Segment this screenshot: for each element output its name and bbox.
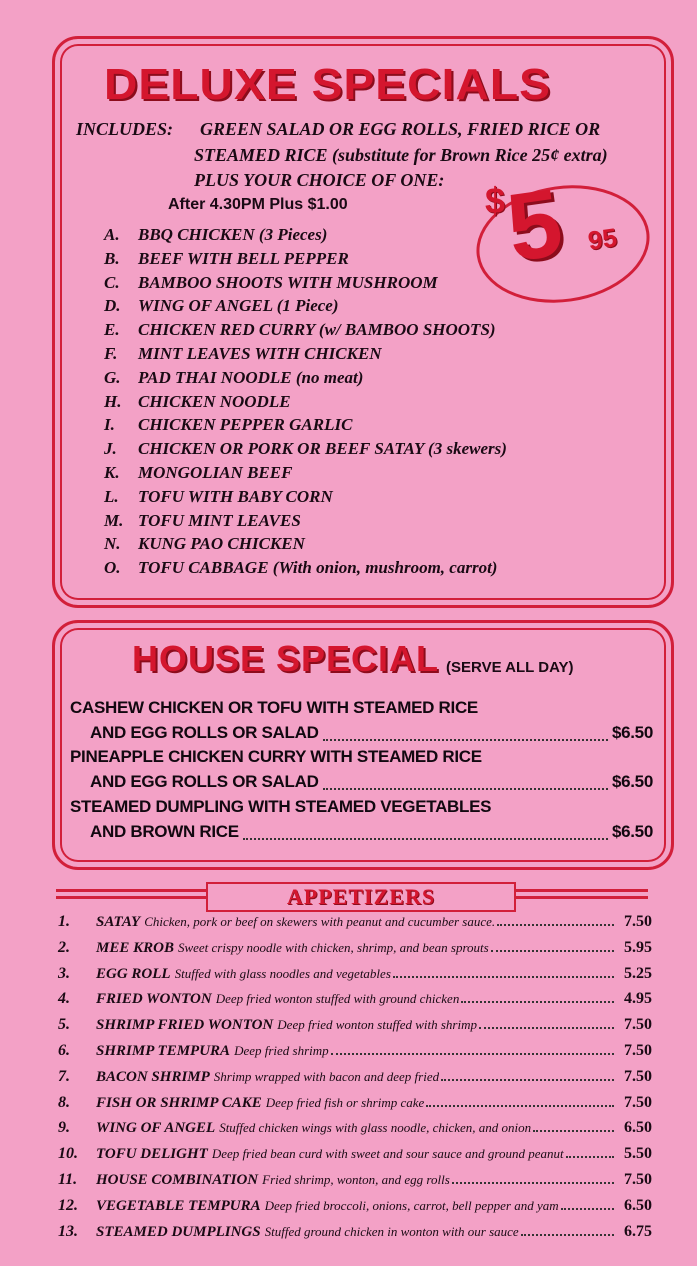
item-price: 7.50 <box>624 1170 652 1188</box>
list-item <box>104 439 507 463</box>
house-item-line2: AND BROWN RICE <box>90 822 239 841</box>
item-letter: C. <box>104 272 120 292</box>
house-special-subtitle: (SERVE ALL DAY) <box>446 659 574 676</box>
item-price: 7.50 <box>624 1093 652 1111</box>
item-name: BEEF WITH BELL PEPPER <box>138 248 349 268</box>
item-name: CHICKEN NOODLE <box>138 391 291 411</box>
house-item-line1: PINEAPPLE CHICKEN CURRY WITH STEAMED RICE <box>70 747 482 766</box>
house-item <box>70 747 653 797</box>
list-item <box>104 415 507 439</box>
appetizers-list <box>58 913 652 1248</box>
item-name: BAMBOO SHOOTS WITH MUSHROOM <box>138 272 438 292</box>
item-price: 6.50 <box>624 1196 652 1214</box>
list-item <box>58 1171 652 1197</box>
item-name: WING OF ANGEL (1 Piece) <box>138 296 339 316</box>
includes-line-2: STEAMED RICE (substitute for Brown Rice 25¢ extra) <box>194 145 608 165</box>
item-price: 7.50 <box>624 1067 652 1085</box>
item-letter: I. <box>104 415 115 435</box>
item-description: Deep fried wonton stuffed with ground chicken <box>215 991 460 1007</box>
item-name: PAD THAI NOODLE (no meat) <box>138 367 364 387</box>
item-letter: N. <box>104 534 121 554</box>
item-number: 12. <box>58 1196 78 1214</box>
item-price: 6.75 <box>624 1222 652 1240</box>
item-number: 8. <box>58 1093 70 1111</box>
house-item <box>70 797 653 847</box>
item-letter: H. <box>104 391 122 411</box>
item-name: MONGOLIAN BEEF <box>138 462 293 482</box>
list-item <box>58 939 652 965</box>
item-price: 5.25 <box>624 964 652 982</box>
house-item-line2: AND EGG ROLLS OR SALAD <box>90 723 319 742</box>
list-item <box>104 344 507 368</box>
item-name: CHICKEN RED CURRY (w/ BAMBOO SHOOTS) <box>138 320 496 340</box>
list-item <box>58 1016 652 1042</box>
list-item <box>104 558 507 582</box>
item-description: Deep fried wonton stuffed with shrimp <box>277 1017 477 1033</box>
item-name: TOFU WITH BABY CORN <box>138 486 333 506</box>
item-letter: L. <box>104 486 119 506</box>
item-letter: E. <box>104 320 120 340</box>
item-name: MEE KROB <box>96 939 174 956</box>
house-item-price: $6.50 <box>611 723 653 742</box>
item-name: SHRIMP TEMPURA <box>96 1042 231 1059</box>
after-hours-note: After 4.30PM Plus $1.00 <box>168 196 348 213</box>
item-name: SATAY <box>96 914 141 930</box>
item-name: KUNG PAO CHICKEN <box>138 534 305 554</box>
price-dollar-sign: $ <box>485 180 506 221</box>
divider-stripe-left <box>56 889 206 899</box>
house-item-line1: STEAMED DUMPLING WITH STEAMED VEGETABLES <box>70 797 492 816</box>
item-description: Deep fried fish or shrimp cake <box>265 1094 425 1110</box>
item-letter: A. <box>104 225 120 244</box>
list-item <box>104 273 507 297</box>
list-item <box>58 990 652 1016</box>
item-name: TOFU CABBAGE (With onion, mushroom, carrot) <box>138 558 498 578</box>
appetizers-title-box <box>206 882 516 912</box>
item-name: TOFU MINT LEAVES <box>138 510 301 530</box>
item-price: 7.50 <box>624 913 652 930</box>
list-item <box>58 1119 652 1145</box>
item-number: 3. <box>58 964 70 982</box>
house-item-line2: AND EGG ROLLS OR SALAD <box>90 772 319 791</box>
house-item-price: $6.50 <box>611 822 653 841</box>
item-letter: K. <box>104 462 120 482</box>
item-number: 6. <box>58 1041 70 1059</box>
item-number: 5. <box>58 1016 70 1034</box>
includes-line-1: GREEN SALAD OR EGG ROLLS, FRIED RICE OR <box>200 119 601 139</box>
price-dollars: 5 <box>500 168 569 283</box>
item-number: 13. <box>58 1222 78 1240</box>
item-name: BBQ CHICKEN (3 Pieces) <box>138 225 328 244</box>
list-item <box>58 1068 652 1094</box>
deluxe-items-list <box>104 225 507 582</box>
item-name: BACON SHRIMP <box>96 1068 210 1085</box>
item-description: Chicken, pork or beef on skewers with peanut and cucumber sauce. <box>144 914 496 929</box>
list-item <box>104 296 507 320</box>
item-price: 5.50 <box>624 1145 652 1163</box>
list-item <box>104 511 507 535</box>
item-name: TOFU DELIGHT <box>96 1146 208 1163</box>
item-name: FISH OR SHRIMP CAKE <box>96 1094 262 1111</box>
item-letter: J. <box>104 439 117 459</box>
item-name: SHRIMP FRIED WONTON <box>96 1017 274 1034</box>
item-number: 7. <box>58 1067 70 1085</box>
includes-line-3: PLUS YOUR CHOICE OF ONE: <box>194 170 445 190</box>
list-item <box>104 249 507 273</box>
item-description: Deep fried broccoli, onions, carrot, bell pepper and yam <box>264 1197 559 1213</box>
item-name: FRIED WONTON <box>96 991 212 1008</box>
item-description: Stuffed ground chicken in wonton with our sauce <box>264 1223 519 1239</box>
deluxe-specials-title: DELUXE SPECIALS <box>104 60 552 109</box>
item-number: 4. <box>58 990 70 1008</box>
item-price: 6.50 <box>624 1119 652 1137</box>
item-name: VEGETABLE TEMPURA <box>96 1197 261 1214</box>
item-number: 10. <box>58 1145 78 1163</box>
house-item <box>70 698 653 748</box>
includes-label: INCLUDES: <box>76 119 174 139</box>
item-letter: O. <box>104 558 121 578</box>
item-number: 1. <box>58 913 70 930</box>
item-name: MINT LEAVES WITH CHICKEN <box>138 343 382 363</box>
item-letter: D. <box>104 296 121 316</box>
list-item <box>104 463 507 487</box>
item-letter: F. <box>104 343 118 363</box>
divider-stripe-right <box>514 889 648 899</box>
item-name: EGG ROLL <box>96 965 171 982</box>
list-item <box>104 534 507 558</box>
item-name: CHICKEN OR PORK OR BEEF SATAY (3 skewers) <box>138 439 507 459</box>
appetizers-title: APPETIZERS <box>286 884 436 909</box>
item-price: 4.95 <box>624 990 652 1008</box>
item-name: WING OF ANGEL <box>96 1120 216 1137</box>
list-item <box>58 1094 652 1120</box>
list-item <box>58 913 652 939</box>
item-description: Stuffed chicken wings with glass noodle, chicken, and onion <box>219 1120 532 1136</box>
list-item <box>58 965 652 991</box>
item-letter: B. <box>104 248 120 268</box>
item-price: 5.95 <box>624 938 652 956</box>
list-item <box>104 487 507 511</box>
list-item <box>58 1042 652 1068</box>
house-item-line1: CASHEW CHICKEN OR TOFU WITH STEAMED RICE <box>70 698 478 717</box>
item-description: Sweet crispy noodle with chicken, shrimp, and bean sprouts <box>177 939 489 955</box>
item-number: 11. <box>58 1170 78 1188</box>
item-price: 7.50 <box>624 1016 652 1034</box>
list-item <box>58 1145 652 1171</box>
item-description: Stuffed with glass noodles and vegetables <box>174 965 391 981</box>
list-item <box>104 320 507 344</box>
house-item-price: $6.50 <box>611 772 653 791</box>
item-description: Shrimp wrapped with bacon and deep fried <box>213 1068 440 1084</box>
item-name: CHICKEN PEPPER GARLIC <box>138 415 353 435</box>
list-item <box>104 225 507 249</box>
item-number: 9. <box>58 1119 70 1137</box>
item-description: Deep fried shrimp <box>234 1042 329 1058</box>
item-letter: M. <box>104 510 124 530</box>
house-special-title: HOUSE SPECIAL <box>132 638 440 679</box>
item-letter: G. <box>104 367 121 387</box>
list-item <box>104 392 507 416</box>
list-item <box>104 368 507 392</box>
item-name: HOUSE COMBINATION <box>96 1171 259 1188</box>
item-number: 2. <box>58 938 70 956</box>
list-item <box>58 1197 652 1223</box>
item-description: Deep fried bean curd with sweet and sour sauce and ground peanut <box>211 1146 564 1162</box>
item-description: Fried shrimp, wonton, and egg rolls <box>262 1171 450 1187</box>
item-name: STEAMED DUMPLINGS <box>96 1223 261 1240</box>
list-item <box>58 1223 652 1249</box>
item-price: 7.50 <box>624 1041 652 1059</box>
price-cents: 95 <box>585 222 619 256</box>
